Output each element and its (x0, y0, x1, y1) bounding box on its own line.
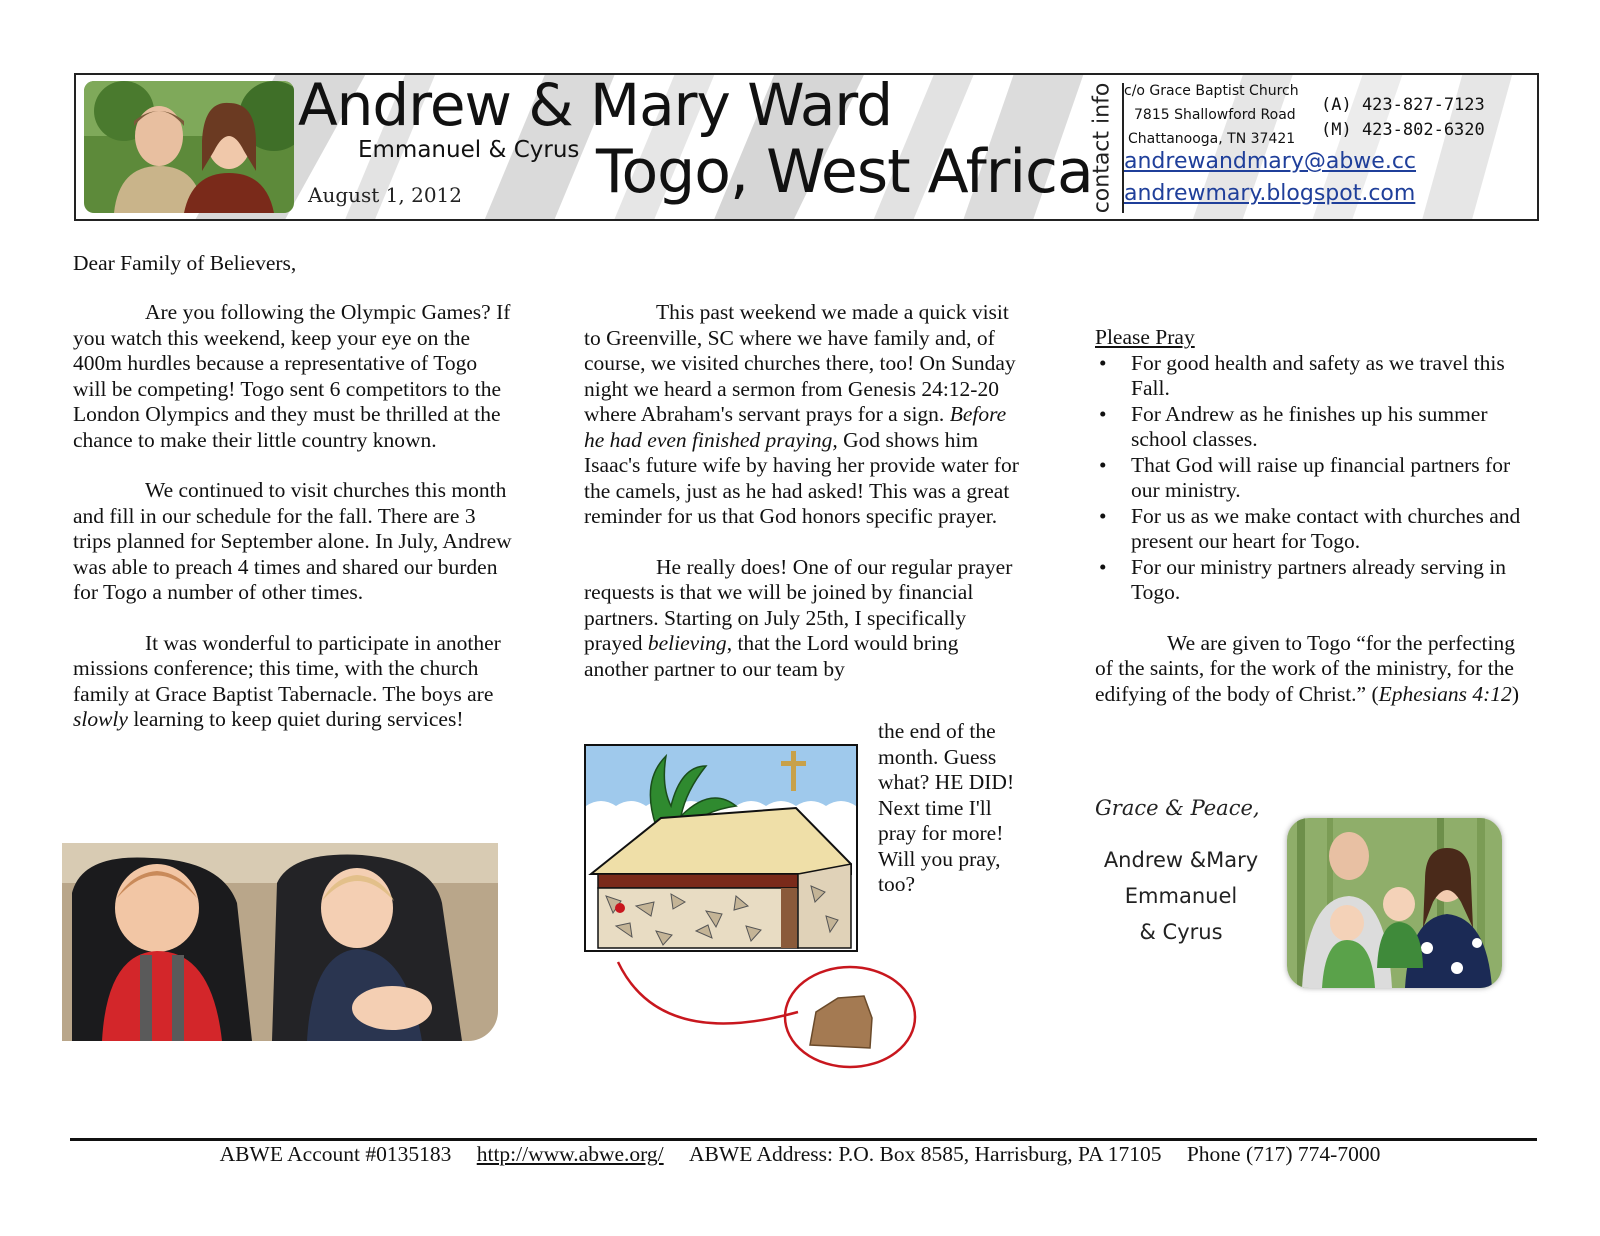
signature-line: Emmanuel (1124, 884, 1238, 908)
header-banner (74, 73, 1539, 221)
boys-car-seat-photo (62, 843, 498, 1041)
header-kids: Emmanuel & Cyrus (358, 137, 580, 163)
column-3 (1095, 325, 1535, 707)
abwe-phone: Phone (717) 774-7000 (1186, 1142, 1381, 1166)
prayer-list (1095, 351, 1535, 606)
signature (1092, 842, 1270, 950)
column-1 (73, 300, 513, 758)
family-photo (1287, 818, 1502, 988)
abwe-account: ABWE Account #0135183 (219, 1142, 452, 1166)
prayer-item: • For us as we make contact with churches and present our heart for Togo. (1095, 504, 1535, 555)
paragraph-missions-conference: It was wonderful to participate in another missions conference; this time, with the church family at Grace Baptist Tabernacle. The boys are slowly learning to keep quiet during services! (73, 630, 501, 731)
paragraph-church-visits: We continued to visit churches this month and fill in our schedule for the fall. There are 3 trips planned for September alone. In July, Andrew was able to preach 4 times and shared our burden for Togo a number of other times. (73, 478, 512, 604)
paragraph-greenville: This past weekend we made a quick visit to Greenville, SC where we have family and, of course, we visited churches there, too! On Sunday night we heard a sermon from Genesis 24:12-20 where Abraham's servant prays for a sign. Before he had even finished praying, God shows him Isaac's future wife by having her provide water for the camels, just as he had asked! This was a great reminder for us that God honors specific prayer. (584, 300, 1019, 528)
email-link[interactable]: andrewandmary@abwe.cc (1124, 149, 1417, 174)
address-line-1: c/o Grace Baptist Church (1124, 83, 1299, 99)
address-line-3: Chattanooga, TN 37421 (1128, 131, 1296, 147)
prayer-item: • For our ministry partners already serving in Togo. (1095, 555, 1535, 606)
prayer-item: • That God will raise up financial partners for our ministry. (1095, 453, 1535, 504)
header-location: Togo, West Africa (596, 137, 1093, 207)
abwe-address: ABWE Address: P.O. Box 8585, Harrisburg, PA 17105 (689, 1142, 1162, 1166)
phone-m: (M) 423-802-6320 (1321, 120, 1485, 140)
greeting: Dear Family of Believers, (73, 251, 297, 275)
prayer-item: • For Andrew as he finishes up his summer school classes. (1095, 402, 1535, 453)
address-line-2: 7815 Shallowford Road (1134, 107, 1296, 123)
scripture-quote: We are given to Togo “for the perfecting of the saints, for the work of the ministry, for the edifying of the body of Christ.” (Ephesians 4:12) (1095, 630, 1519, 706)
signature-line: & Cyrus (1139, 920, 1223, 944)
couple-photo (84, 81, 294, 213)
please-pray-heading: Please Pray (1095, 325, 1195, 349)
abwe-website-link[interactable]: http://www.abwe.org/ (476, 1142, 664, 1166)
paragraph-prayer-answered: He really does! One of our regular prayer requests is that we will be joined by financial partners. Starting on July 25th, I specifically prayed believing, that the Lord would bring another partner to our team by (584, 554, 1013, 681)
column-2 (584, 300, 1024, 707)
paragraph-olympics: Are you following the Olympic Games? If you watch this weekend, keep your eye on the 400m hurdles because a representative of Togo will be competing! Togo sent 6 competitors to the London Olympics and they must be thrilled at the chance to make their little country known. (73, 300, 511, 452)
paragraph-prayer-answered-continued: the end of the month. Guess what? HE DID! Next time I'll pray for more! Will you pray, too? (878, 719, 1015, 896)
stone-fragment (810, 996, 872, 1048)
newsletter-date: August 1, 2012 (308, 183, 463, 207)
stone-pointer-callout (580, 900, 960, 1100)
blog-link[interactable]: andrewmary.blogspot.com (1124, 181, 1416, 206)
phone-a: (A) 423-827-7123 (1321, 95, 1485, 115)
contact-info-label: contact info (1089, 82, 1115, 214)
header-names: Andrew & Mary Ward (298, 73, 893, 139)
signature-line: Andrew &Mary (1103, 848, 1259, 872)
prayer-item: • For good health and safety as we travel this Fall. (1095, 351, 1535, 402)
footer (0, 1142, 1600, 1167)
closing-greeting: Grace & Peace, (1095, 796, 1260, 820)
footer-rule (70, 1138, 1537, 1141)
